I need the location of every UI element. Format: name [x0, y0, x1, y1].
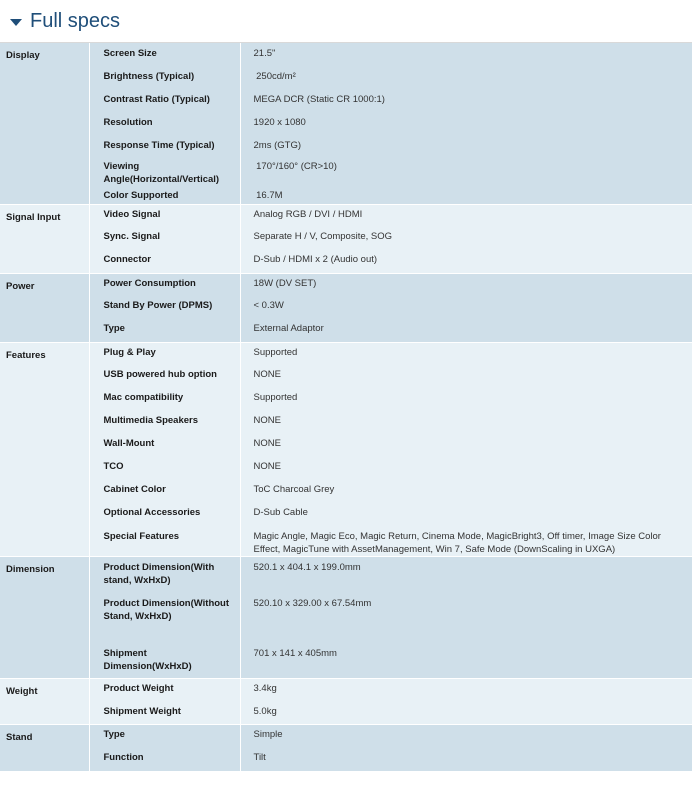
spec-group [0, 43, 692, 204]
spec-category: Stand [0, 725, 89, 772]
spec-group [0, 273, 692, 342]
spec-value: Tilt [240, 748, 692, 772]
specs-table [0, 43, 692, 772]
spec-category: Signal Input [0, 204, 89, 273]
spec-row [0, 158, 692, 187]
spec-row [0, 748, 692, 772]
spec-label: Viewing Angle(Horizontal/Vertical) [89, 158, 240, 187]
spec-group [0, 557, 692, 679]
spec-value: 21.5" [240, 43, 692, 66]
spec-label: Resolution [89, 112, 240, 135]
spec-row [0, 679, 692, 702]
spec-label: Cabinet Color [89, 480, 240, 503]
spec-row [0, 89, 692, 112]
spec-label: Screen Size [89, 43, 240, 66]
spec-row [0, 365, 692, 388]
spec-value: NONE [240, 365, 692, 388]
spec-value: 5.0kg [240, 702, 692, 725]
spec-value: External Adaptor [240, 319, 692, 342]
specs-header[interactable] [0, 0, 692, 43]
spec-row [0, 593, 692, 643]
spec-label: Product Dimension(Without Stand, WxHxD) [89, 593, 240, 643]
spec-value: 2ms (GTG) [240, 135, 692, 158]
spec-group [0, 725, 692, 772]
spec-row [0, 411, 692, 434]
spec-row [0, 112, 692, 135]
spec-value: ToC Charcoal Grey [240, 480, 692, 503]
spec-row [0, 227, 692, 250]
spec-row [0, 187, 692, 204]
spec-label: Color Supported [89, 187, 240, 204]
spec-label: Multimedia Speakers [89, 411, 240, 434]
spec-category: Dimension [0, 557, 89, 679]
spec-value: Simple [240, 725, 692, 748]
spec-row [0, 204, 692, 227]
spec-row [0, 388, 692, 411]
spec-label: USB powered hub option [89, 365, 240, 388]
spec-value: NONE [240, 434, 692, 457]
spec-label: Optional Accessories [89, 503, 240, 526]
caret-down-icon[interactable] [10, 19, 22, 26]
spec-category: Weight [0, 679, 89, 725]
spec-row [0, 725, 692, 748]
spec-value: < 0.3W [240, 296, 692, 319]
spec-category: Features [0, 342, 89, 557]
spec-label: Sync. Signal [89, 227, 240, 250]
spec-value: Separate H / V, Composite, SOG [240, 227, 692, 250]
spec-value: D-Sub / HDMI x 2 (Audio out) [240, 250, 692, 273]
spec-value: 170°/160° (CR>10) [240, 158, 692, 187]
spec-label: Stand By Power (DPMS) [89, 296, 240, 319]
spec-row [0, 457, 692, 480]
spec-value: Supported [240, 342, 692, 365]
spec-label: Type [89, 319, 240, 342]
spec-row [0, 702, 692, 725]
spec-value: 18W (DV SET) [240, 273, 692, 296]
spec-value: MEGA DCR (Static CR 1000:1) [240, 89, 692, 112]
spec-label: Video Signal [89, 204, 240, 227]
spec-group [0, 679, 692, 725]
spec-value: Analog RGB / DVI / HDMI [240, 204, 692, 227]
spec-label: Plug & Play [89, 342, 240, 365]
spec-label: Mac compatibility [89, 388, 240, 411]
spec-row [0, 66, 692, 89]
section-title: Full specs [30, 9, 121, 32]
spec-label: Type [89, 725, 240, 748]
spec-label: Shipment Weight [89, 702, 240, 725]
spec-group [0, 342, 692, 557]
spec-row [0, 643, 692, 679]
spec-label: Product Weight [89, 679, 240, 702]
spec-label: Wall-Mount [89, 434, 240, 457]
spec-value: NONE [240, 457, 692, 480]
spec-value: 16.7M [240, 187, 692, 204]
spec-group [0, 204, 692, 273]
spec-row [0, 342, 692, 365]
spec-value: 250cd/m² [240, 66, 692, 89]
spec-value: Magic Angle, Magic Eco, Magic Return, Cinema Mode, MagicBright3, Off timer, Image Size Color Effect, MagicTune with AssetManagement, Win 7, Safe Mode (DownScaling in UXGA) [240, 526, 692, 557]
spec-label: Function [89, 748, 240, 772]
spec-row [0, 273, 692, 296]
spec-label: Connector [89, 250, 240, 273]
spec-row [0, 43, 692, 66]
spec-label: Shipment Dimension(WxHxD) [89, 643, 240, 679]
spec-value: 1920 x 1080 [240, 112, 692, 135]
spec-label: TCO [89, 457, 240, 480]
spec-value: 520.1 x 404.1 x 199.0mm [240, 557, 692, 593]
spec-category: Display [0, 43, 89, 204]
spec-row [0, 319, 692, 342]
spec-value: 3.4kg [240, 679, 692, 702]
spec-row [0, 480, 692, 503]
spec-row [0, 503, 692, 526]
spec-value: D-Sub Cable [240, 503, 692, 526]
spec-category: Power [0, 273, 89, 342]
spec-row [0, 135, 692, 158]
spec-label: Brightness (Typical) [89, 66, 240, 89]
spec-row [0, 434, 692, 457]
spec-value: Supported [240, 388, 692, 411]
spec-row [0, 250, 692, 273]
spec-label: Contrast Ratio (Typical) [89, 89, 240, 112]
spec-label: Special Features [89, 526, 240, 557]
spec-value: 701 x 141 x 405mm [240, 643, 692, 679]
spec-row [0, 526, 692, 557]
spec-label: Product Dimension(With stand, WxHxD) [89, 557, 240, 593]
spec-label: Power Consumption [89, 273, 240, 296]
spec-row [0, 296, 692, 319]
spec-value: 520.10 x 329.00 x 67.54mm [240, 593, 692, 643]
spec-value: NONE [240, 411, 692, 434]
spec-label: Response Time (Typical) [89, 135, 240, 158]
spec-row [0, 557, 692, 593]
